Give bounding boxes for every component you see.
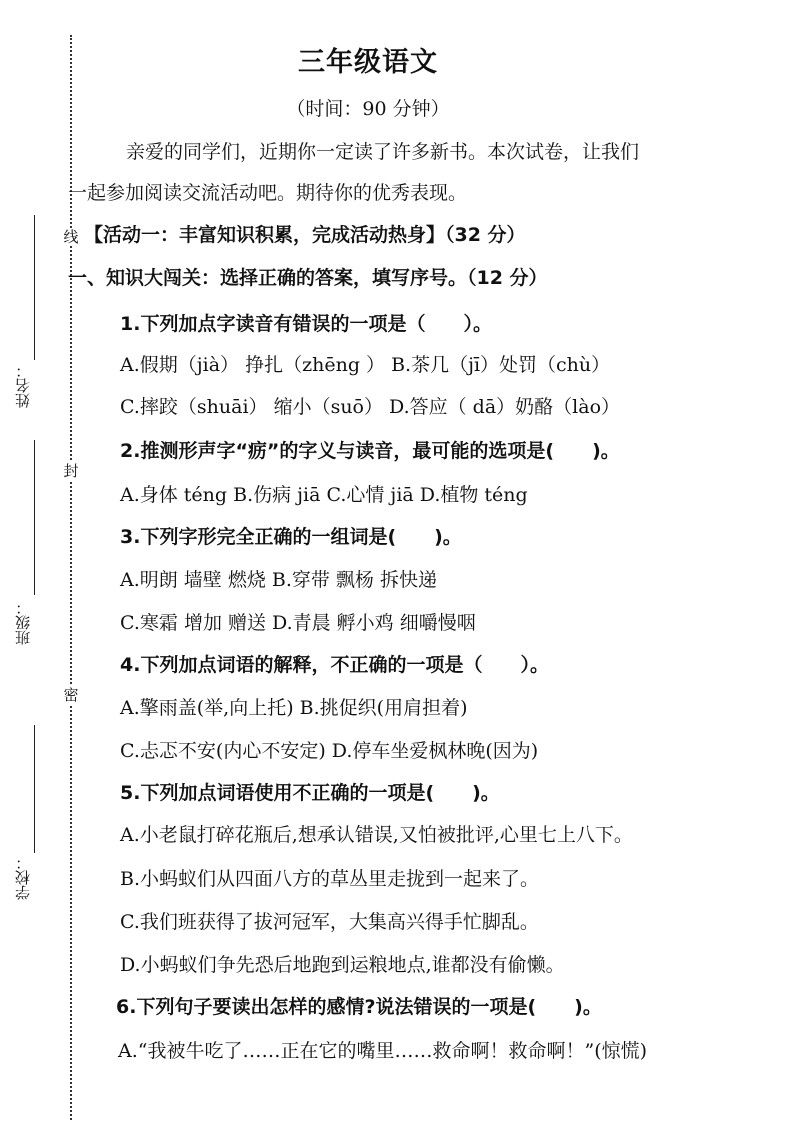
question-4-options-a: A.擎雨盖(举,向上托) B.挑促织(用肩担着) [120,697,468,719]
question-2-options: A.身体 téng B.伤病 jiā C.心情 jiā D.植物 téng [120,484,528,506]
question-2: 2.推测形声字“疬”的字义与读音，最可能的选项是( )。 [120,440,620,462]
name-field[interactable] [4,215,38,445]
school-line[interactable] [34,725,35,853]
class-field[interactable] [4,440,38,670]
activity-heading: 【活动一：丰富知识积累，完成活动热身】（32 分） [84,224,526,246]
section-heading: 一、知识大闯关：选择正确的答案，填写序号。（12 分） [68,267,548,289]
question-6-option-a: A.“我被牛吃了……正在它的嘴里……救命啊！救命啊！”(惊慌) [118,1040,648,1062]
question-3-options-b: C.寒霜 增加 赠送 D.青晨 孵小鸡 细嚼慢咽 [120,612,476,634]
name-line[interactable] [34,215,35,360]
question-3: 3.下列字形完全正确的一组词是( )。 [120,526,462,548]
question-5: 5.下列加点词语使用不正确的一项是( )。 [120,782,500,804]
binding-word-feng: 封 [63,462,79,480]
binding-margin [0,0,90,1124]
question-1: 1.下列加点字读音有错误的一项是（ ）。 [120,313,492,335]
class-line[interactable] [34,440,35,595]
question-1-options-b: C.摔跤（shuāi） 缩小（suō） D.答应（ dā）奶酪（lào） [120,396,621,418]
question-5-option-b: B.小蚂蚁们从四面八方的草丛里走拢到一起来了。 [120,868,540,890]
school-label: 学校： [14,855,32,900]
question-5-option-d: D.小蚂蚁们争先恐后地跑到运粮地点,谁都没有偷懒。 [120,954,565,976]
class-label: 班级： [14,600,32,645]
name-label: 姓名： [14,363,32,408]
question-6: 6.下列句子要读出怎样的感情?说法错误的一项是( )。 [116,996,602,1018]
page-title: 三年级语文 [298,47,438,78]
question-5-option-c: C.我们班获得了拔河冠军，大集高兴得手忙脚乱。 [120,911,539,933]
question-5-option-a: A.小老鼠打碎花瓶后,想承认错误,又怕被批评,心里七上八下。 [120,824,633,846]
question-4-options-b: C.忐忑不安(内心不安定) D.停车坐爱枫林晚(因为) [120,740,539,762]
school-field[interactable] [4,725,38,925]
time-limit: （时间：90 分钟） [286,98,450,120]
binding-word-xian: 线 [63,228,79,246]
question-4: 4.下列加点词语的解释，不正确的一项是（ ）。 [120,654,549,676]
intro-line-1: 亲爱的同学们，近期你一定读了许多新书。本次试卷，让我们 [126,141,640,163]
intro-line-2: 一起参加阅读交流活动吧。期待你的优秀表现。 [68,182,468,204]
question-3-options-a: A.明朗 墙壁 燃烧 B.穿带 飘杨 拆快递 [120,569,437,591]
question-1-options-a: A.假期（jià） 挣扎（zhēng ） B.茶几（jī）处罚（chù） [120,354,611,376]
binding-word-mi: 密 [63,686,79,704]
